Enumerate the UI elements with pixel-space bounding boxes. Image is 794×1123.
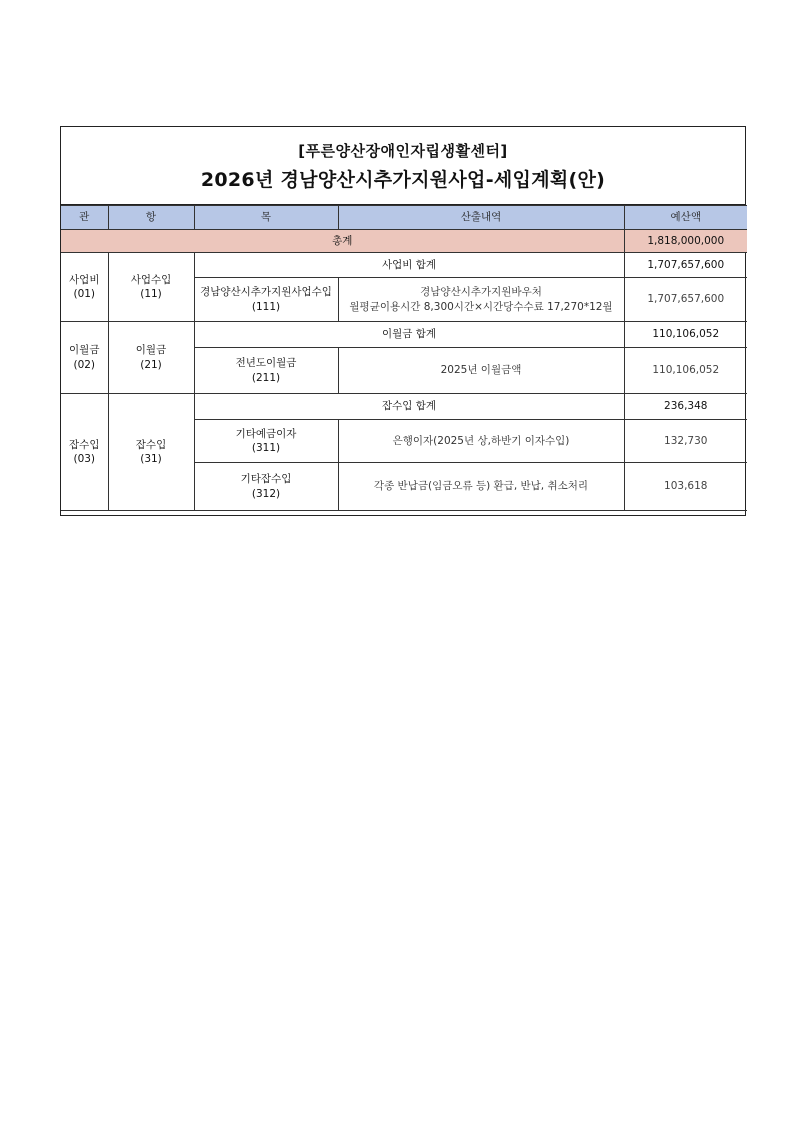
item-amount: 132,730 — [624, 420, 747, 463]
grand-total-amount: 1,818,000,000 — [624, 230, 747, 253]
title-box — [61, 127, 745, 205]
document-title: 2026년 경남양산시추가지원사업-세입계획(안) — [200, 168, 606, 191]
column-header-detail: 산출내역 — [338, 206, 624, 230]
budget-sheet — [60, 126, 746, 516]
item-amount: 1,707,657,600 — [624, 278, 747, 322]
table-header-row — [61, 206, 747, 230]
subtotal-amount: 110,106,052 — [624, 322, 747, 348]
gwan-cell: 사업비 (01) — [61, 253, 108, 322]
detail-cell: 2025년 이월금액 — [338, 348, 624, 394]
gwan-cell: 이월금 (02) — [61, 322, 108, 394]
subtotal-amount: 1,707,657,600 — [624, 253, 747, 278]
grand-total-row — [61, 230, 747, 253]
budget-table — [61, 205, 747, 511]
subtotal-label: 잡수입 합계 — [194, 394, 624, 420]
column-header-gwan: 관 — [61, 206, 108, 230]
item-amount: 110,106,052 — [624, 348, 747, 394]
subtotal-amount: 236,348 — [624, 394, 747, 420]
detail-cell: 경남양산시추가지원바우처 월평균이용시간 8,300시간×시간당수수료 17,270*12월 — [338, 278, 624, 322]
column-header-amount: 예산액 — [624, 206, 747, 230]
item-amount: 103,618 — [624, 463, 747, 511]
subtotal-row — [61, 322, 747, 348]
subtotal-row — [61, 394, 747, 420]
grand-total-label: 총계 — [61, 230, 624, 253]
mok-cell: 기타예금이자 (311) — [194, 420, 338, 463]
subtotal-label: 이월금 합계 — [194, 322, 624, 348]
subtotal-row — [61, 253, 747, 278]
column-header-mok: 목 — [194, 206, 338, 230]
subtotal-label: 사업비 합계 — [194, 253, 624, 278]
gwan-cell: 잡수입 (03) — [61, 394, 108, 511]
mok-cell: 경남양산시추가지원사업수입 (111) — [194, 278, 338, 322]
organization-title: [푸른양산장애인자립생활센터] — [298, 141, 508, 160]
detail-cell: 은행이자(2025년 상,하반기 이자수입) — [338, 420, 624, 463]
hang-cell: 이월금 (21) — [108, 322, 194, 394]
hang-cell: 잡수입 (31) — [108, 394, 194, 511]
mok-cell: 기타잡수입 (312) — [194, 463, 338, 511]
column-header-hang: 항 — [108, 206, 194, 230]
mok-cell: 전년도이월금 (211) — [194, 348, 338, 394]
hang-cell: 사업수입 (11) — [108, 253, 194, 322]
detail-cell: 각종 반납금(임금오류 등) 환급, 반납, 취소처리 — [338, 463, 624, 511]
